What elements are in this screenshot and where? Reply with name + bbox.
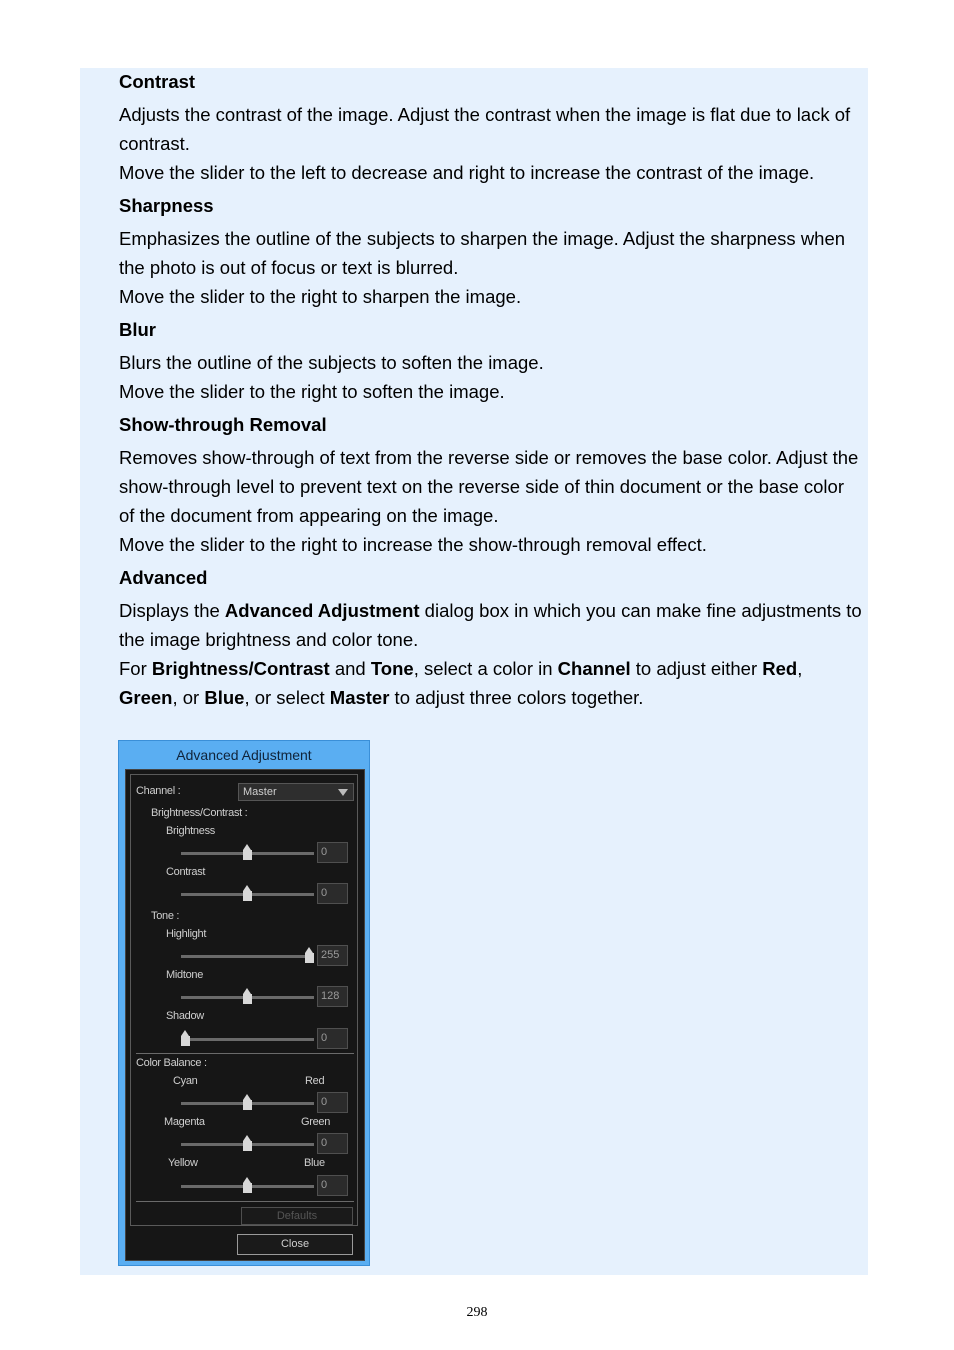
contrast-label: Contrast bbox=[166, 866, 206, 878]
channel-select-value: Master bbox=[243, 786, 277, 798]
yellow-blue-value-field[interactable]: 0 bbox=[317, 1175, 348, 1196]
green-label: Green bbox=[301, 1116, 331, 1128]
midtone-label: Midtone bbox=[166, 969, 204, 981]
channel-select[interactable] bbox=[238, 783, 354, 801]
heading-sharpness: Sharpness bbox=[119, 195, 214, 216]
blur-desc: Blurs the outline of the subjects to soften the image. bbox=[119, 352, 544, 373]
color-balance-label: Color Balance : bbox=[136, 1057, 207, 1069]
showthrough-desc: Removes show-through of text from the reverse side or removes the base color. Adjust the show-through level to prevent text on the reverse side of thin document or the base color of the document from appearing on the image. bbox=[119, 447, 859, 526]
advanced-desc: Displays the Advanced Adjustment dialog box in which you can make fine adjustments to the image brightness and color tone. bbox=[119, 600, 862, 650]
brightness-slider-thumb[interactable] bbox=[243, 844, 252, 860]
tone-label: Tone : bbox=[151, 910, 180, 922]
dialog-title: Advanced Adjustment bbox=[176, 747, 312, 763]
contrast-desc: Adjusts the contrast of the image. Adjust the contrast when the image is flat due to lack of contrast. bbox=[119, 104, 851, 154]
close-button[interactable]: Close bbox=[237, 1234, 353, 1255]
advanced-adjustment-term: Advanced Adjustment bbox=[224, 600, 420, 621]
chevron-down-icon bbox=[338, 789, 348, 796]
advanced-adjustment-dialog bbox=[118, 740, 370, 1266]
sharpness-slider-desc: Move the slider to the right to sharpen the image. bbox=[119, 286, 522, 307]
shadow-slider-thumb[interactable] bbox=[181, 1030, 190, 1046]
contrast-slider-thumb[interactable] bbox=[243, 885, 252, 901]
heading-blur: Blur bbox=[119, 319, 156, 340]
dialog-settings-frame bbox=[130, 774, 358, 1226]
highlight-label: Highlight bbox=[166, 928, 207, 940]
section-divider bbox=[136, 1053, 354, 1054]
brightness-contrast-label: Brightness/Contrast : bbox=[151, 807, 248, 819]
cyan-red-slider-thumb[interactable] bbox=[243, 1094, 252, 1110]
dialog-body bbox=[125, 769, 365, 1261]
defaults-button[interactable]: Defaults bbox=[241, 1207, 353, 1225]
shadow-label: Shadow bbox=[166, 1010, 204, 1022]
yellow-blue-slider-thumb[interactable] bbox=[243, 1177, 252, 1193]
red-label: Red bbox=[305, 1075, 325, 1087]
cyan-red-value-field[interactable]: 0 bbox=[317, 1092, 348, 1113]
blur-slider-desc: Move the slider to the right to soften the image. bbox=[119, 381, 505, 402]
document-content bbox=[119, 68, 864, 712]
contrast-value-field[interactable]: 0 bbox=[317, 883, 348, 904]
midtone-slider-thumb[interactable] bbox=[243, 988, 252, 1004]
highlight-slider-thumb[interactable] bbox=[305, 947, 314, 963]
shadow-value-field[interactable]: 0 bbox=[317, 1028, 348, 1049]
sharpness-desc: Emphasizes the outline of the subjects to sharpen the image. Adjust the sharpness when the photo is out of focus or text is blurred. bbox=[119, 228, 846, 278]
cyan-label: Cyan bbox=[173, 1075, 198, 1087]
shadow-slider-track[interactable] bbox=[181, 1038, 314, 1041]
brightness-value-field[interactable]: 0 bbox=[317, 842, 348, 863]
heading-contrast: Contrast bbox=[119, 71, 196, 92]
section-divider bbox=[136, 1201, 354, 1202]
heading-advanced: Advanced bbox=[119, 567, 208, 588]
blue-label: Blue bbox=[304, 1157, 325, 1169]
page-number: 298 bbox=[466, 1305, 488, 1320]
highlight-slider-track[interactable] bbox=[181, 955, 314, 958]
brightness-label: Brightness bbox=[166, 825, 215, 837]
magenta-green-slider-thumb[interactable] bbox=[243, 1135, 252, 1151]
showthrough-slider-desc: Move the slider to the right to increase the show-through removal effect. bbox=[119, 534, 707, 555]
advanced-channel-desc: For Brightness/Contrast and Tone, select a color in Channel to adjust either Red, Green, or Blue, or select Master to adjust three colors together. bbox=[119, 658, 803, 708]
heading-showthrough: Show-through Removal bbox=[119, 414, 327, 435]
channel-label: Channel : bbox=[136, 785, 181, 797]
magenta-green-value-field[interactable]: 0 bbox=[317, 1133, 348, 1154]
magenta-label: Magenta bbox=[164, 1116, 205, 1128]
highlight-value-field[interactable]: 255 bbox=[317, 945, 348, 966]
contrast-slider-desc: Move the slider to the left to decrease and right to increase the contrast of the image. bbox=[119, 162, 815, 183]
midtone-value-field[interactable]: 128 bbox=[317, 986, 348, 1007]
yellow-label: Yellow bbox=[168, 1157, 198, 1169]
